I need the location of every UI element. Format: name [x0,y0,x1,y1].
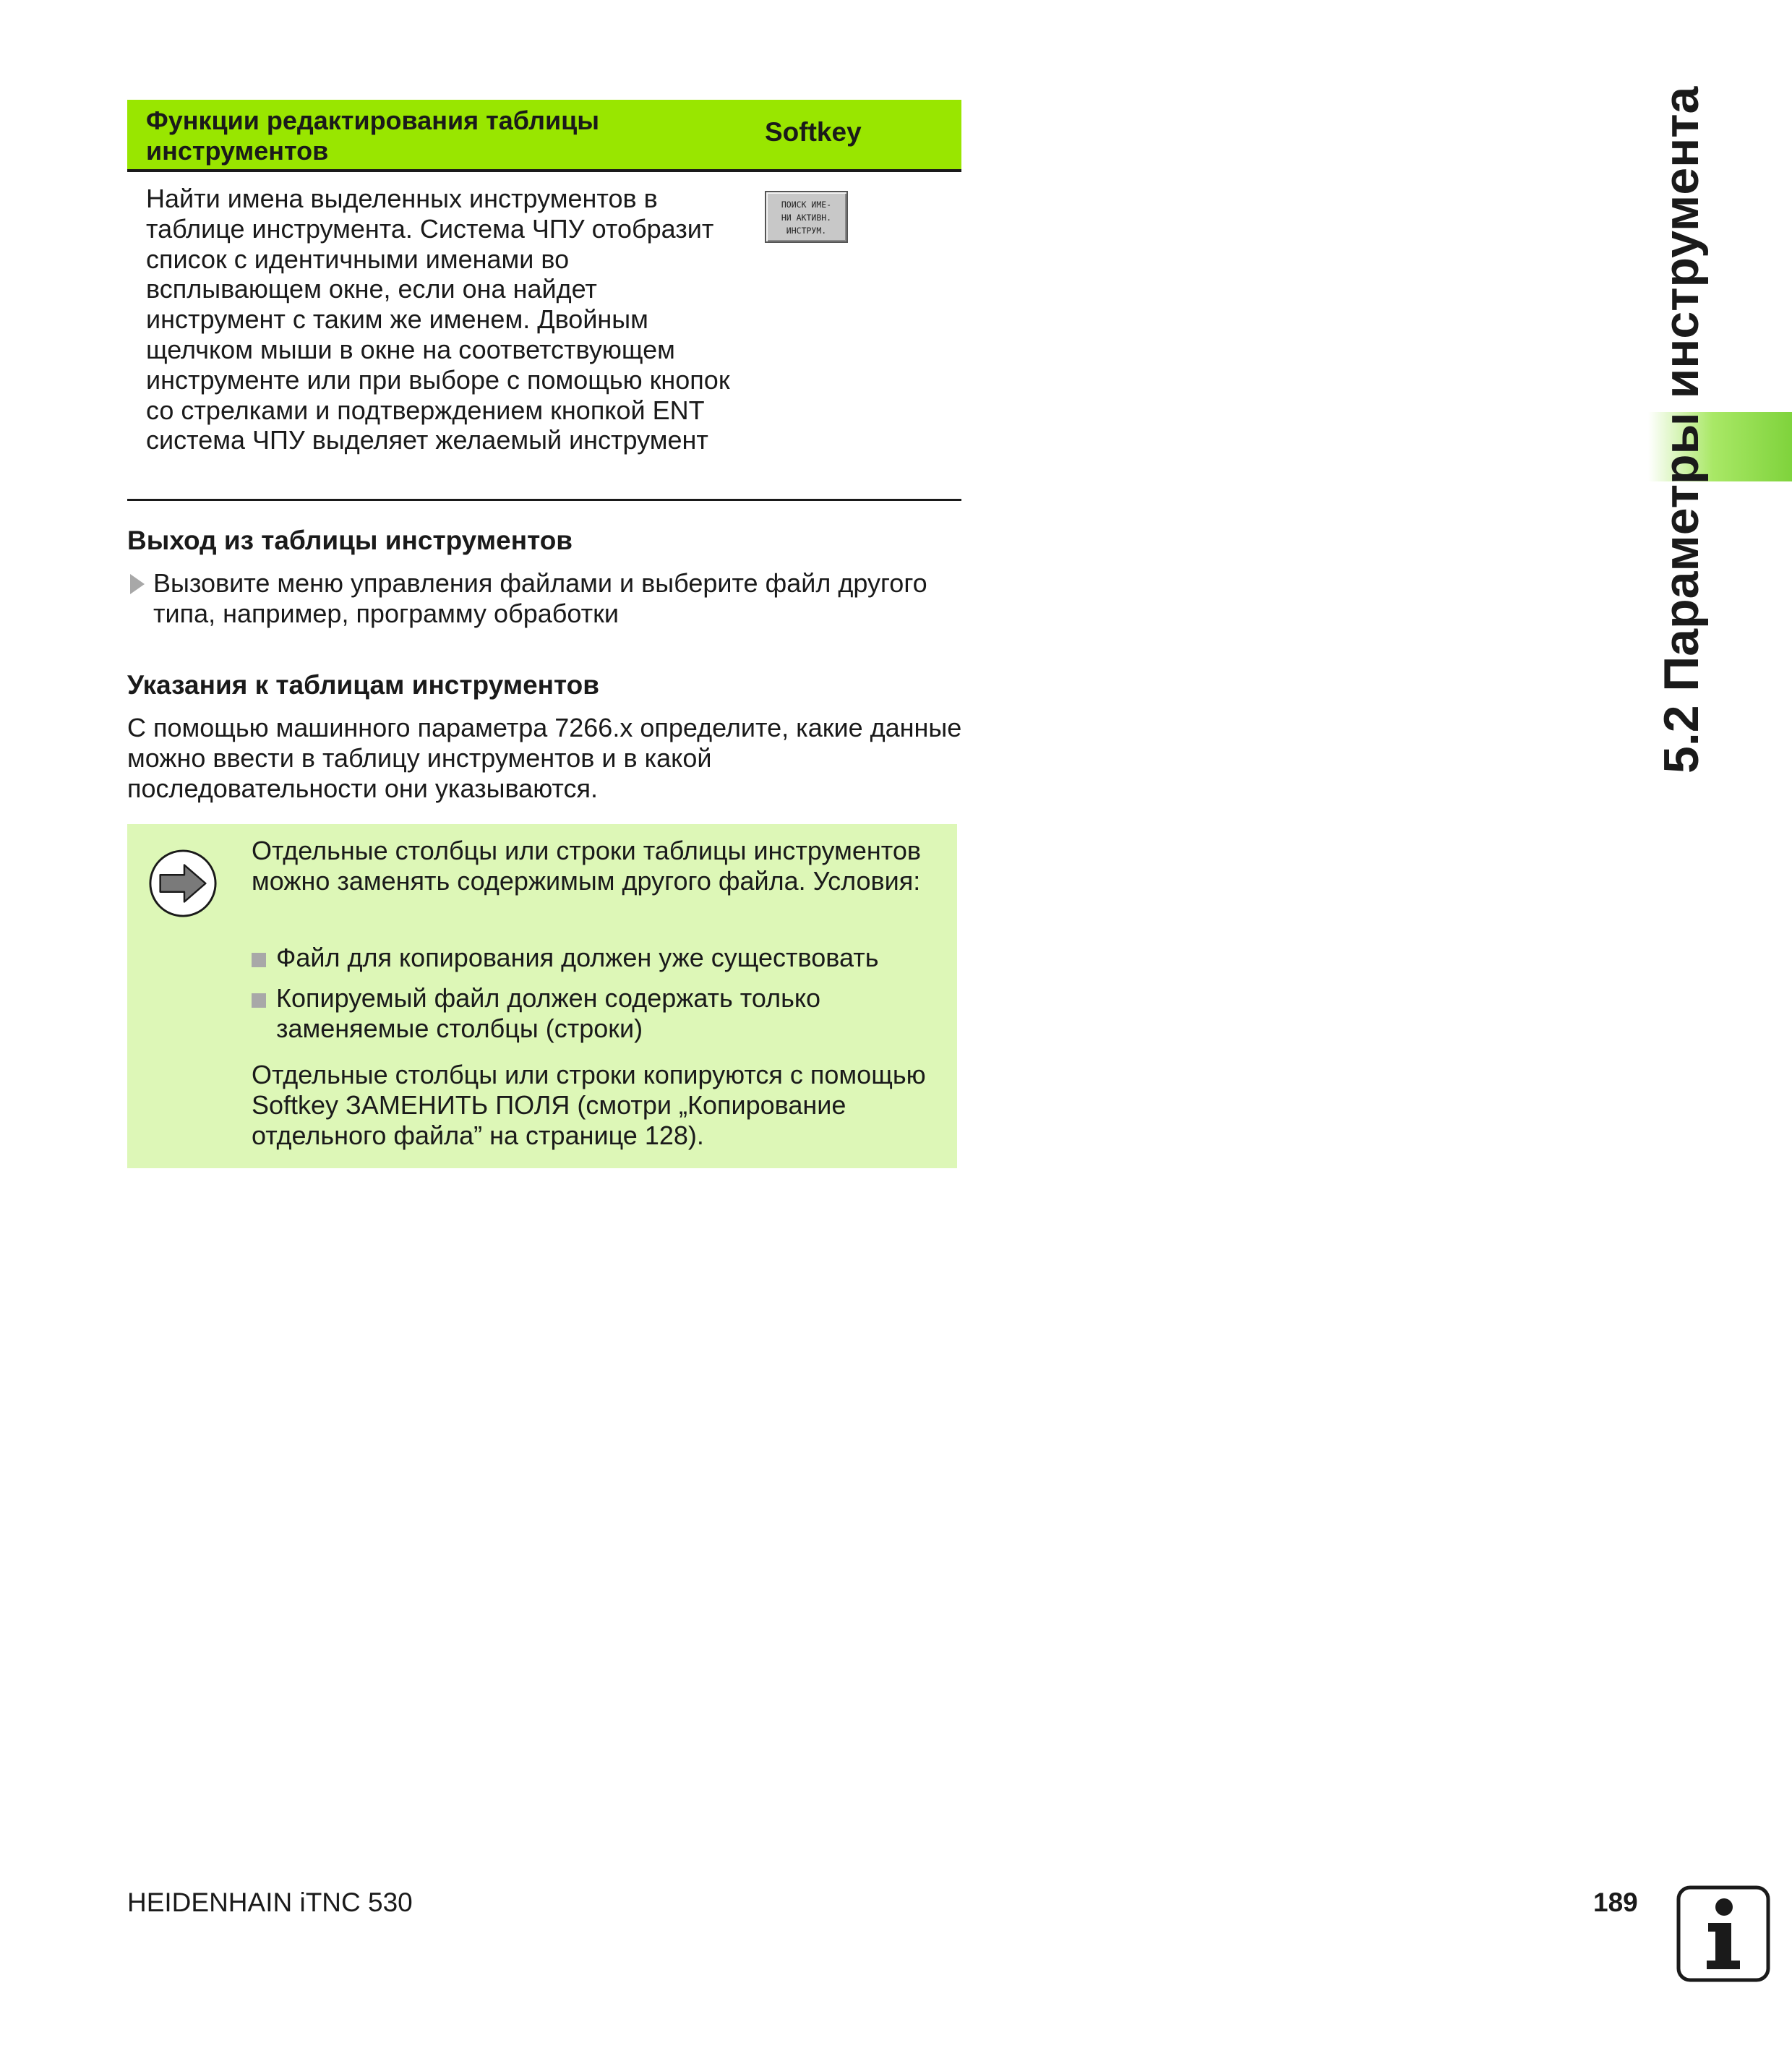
table-header [127,100,961,172]
note-bullet-list [252,943,946,1053]
info-icon [1676,1885,1770,1982]
edit-functions-table [127,100,961,501]
exit-section-heading: Выход из таблицы инструментов [127,526,573,555]
arrow-right-circle-icon [147,848,218,919]
list-item [252,943,946,973]
bullet-square-icon [252,953,266,967]
table-row [127,172,961,501]
notes-paragraph: С помощью машинного параметра 7266.x определите, какие данные можно ввести в таблицу инструментов и в какой последовательности они указываются. [127,713,962,803]
note-box [127,824,957,1168]
exit-step-text: Вызовите меню управления файлами и выберите файл другого типа, например, программу обработки [153,568,927,628]
footer-manual-title: HEIDENHAIN iTNC 530 [127,1888,413,1917]
note-intro: Отдельные столбцы или строки таблицы инструментов можно заменять содержимым другого файла. Условия: [252,836,922,896]
bullet-text: Копируемый файл должен содержать только заменяемые столбцы (строки) [276,982,821,1043]
page-number: 189 [1593,1888,1638,1917]
bullet-text: Файл для копирования должен уже существовать [276,943,879,972]
step-triangle-icon [130,574,145,594]
bullet-square-icon [252,993,266,1008]
note-outro: Отдельные столбцы или строки копируются с помощью Softkey ЗАМЕНИТЬ ПОЛЯ (смотри „Копирование отдельного файла” на странице 128). [252,1060,926,1150]
table-header-softkey: Softkey [765,117,862,147]
chapter-title: 5.2 Параметры инструмента [1654,86,1709,774]
table-header-title: Функции редактирования таблицы инструментов [146,106,599,166]
find-tool-name-softkey[interactable]: ПОИСК ИМЕ- НИ АКТИВН. ИНСТРУМ. [765,191,848,243]
list-item [252,983,946,1044]
notes-section-heading: Указания к таблицам инструментов [127,670,599,700]
table-row-description: Найти имена выделенных инструментов в таблице инструмента. Система ЧПУ отобразит список с идентичными именами во всплывающем окне, если она найдет инструмент с таким же именем. Двойным щелчком мыши в окне на соответствующем инструменте или при выборе с помощью кнопок со стрелками и подтверждением кнопкой ENT система ЧПУ выделяет желаемый инструмент [146,184,730,455]
